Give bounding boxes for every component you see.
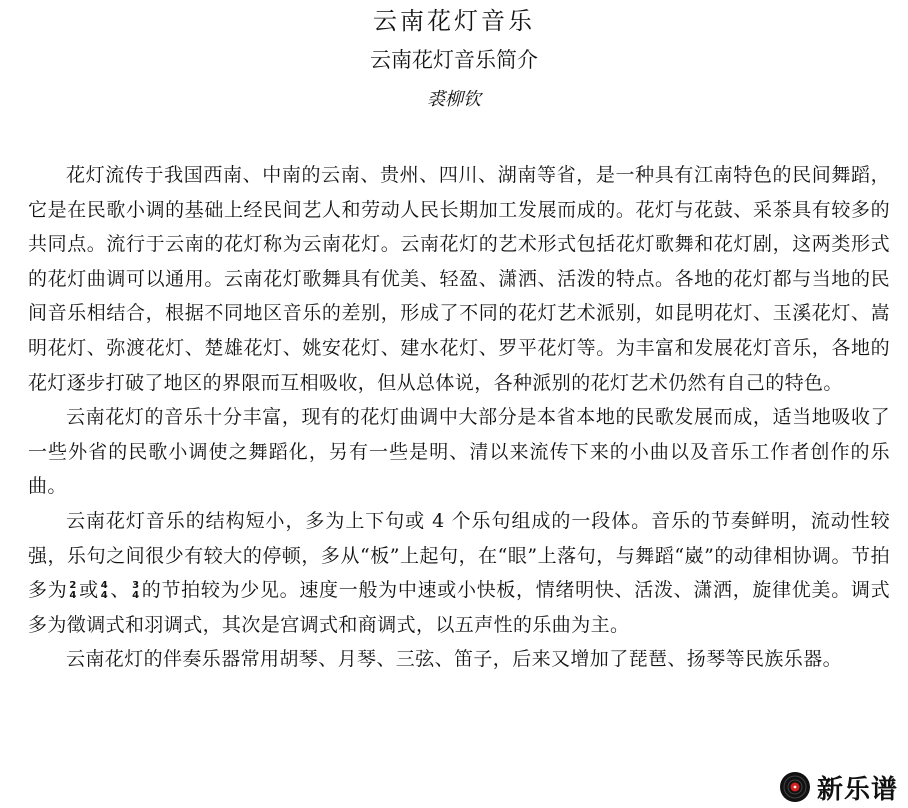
time-signature-numerator: 3	[132, 580, 140, 592]
paragraph-2: 云南花灯的音乐十分丰富，现有的花灯曲调中大部分是本省本地的民歌发展而成，适当地吸收了一些外省的民歌小调使之舞蹈化，另有一些是明、清以来流传下来的小曲以及音乐工作者创作的乐曲。	[28, 406, 890, 498]
paragraph-3-text-c: 、	[110, 579, 131, 602]
watermark-text: 新乐谱	[817, 774, 899, 805]
document-title: 云南花灯音乐	[373, 7, 535, 35]
paragraph-4: 云南花灯的伴奏乐器常用胡琴、月琴、三弦、笛子，后来又增加了琵琶、扬琴等民族乐器。	[66, 648, 843, 671]
time-signature-numerator: 2	[69, 580, 77, 592]
paragraph-3-text-a: 云南花灯音乐的结构短小，多为上下句或 4 个乐句组成的一段体。音乐的节奏鲜明，流动性较强，乐句之间很少有较大的停顿，多从“板”上起句，在“眼”上落句，与舞蹈“崴”的动律相协调。节拍多为	[28, 509, 890, 602]
time-signature-denominator: 4	[100, 590, 109, 602]
paragraph-1: 花灯流传于我国西南、中南的云南、贵州、四川、湖南等省，是一种具有江南特色的民间舞蹈，它是在民歌小调的基础上经民间艺人和劳动人民长期加工发展而成的。花灯与花鼓、采茶具有较多的共同点。流行于云南的花灯称为云南花灯。云南花灯的艺术形式包括花灯歌舞和花灯剧，这两类形式的花灯曲调可以通用。云南花灯歌舞具有优美、轻盈、潇洒、活泼的特点。各地的花灯都与当地的民间音乐相结合，根据不同地区音乐的差别，形成了不同的花灯艺术派别，如昆明花灯、玉溪花灯、嵩明花灯、弥渡花灯、楚雄花灯、姚安花灯、建水花灯、罗平花灯等。为丰富和发展花灯音乐，各地的花灯逐步打破了地区的界限而互相吸收，但从总体说，各种派别的花灯艺术仍然有自己的特色。	[28, 164, 890, 394]
paragraph-3-text-b: 或	[78, 579, 99, 602]
document-author: 裘柳钦	[427, 89, 481, 110]
site-watermark	[775, 766, 908, 808]
paragraph-3	[28, 504, 890, 642]
paragraph-3-text-d: 的节拍较为少见。速度一般为中速或小快板，情绪明快、活泼、潇洒，旋律优美。调式多为徵调式和羽调式，其次是宫调式和商调式，以五声性的乐曲为主。	[28, 579, 890, 636]
time-signature-4-4	[101, 581, 108, 601]
vinyl-record-icon	[779, 771, 811, 803]
document-subtitle: 云南花灯音乐简介	[370, 48, 538, 72]
article-body	[28, 158, 890, 677]
time-signature-denominator: 4	[69, 590, 77, 602]
time-signature-numerator: 4	[100, 580, 109, 592]
time-signature-2-4	[69, 581, 76, 601]
time-signature-denominator: 4	[132, 590, 140, 602]
time-signature-3-4	[132, 581, 139, 601]
